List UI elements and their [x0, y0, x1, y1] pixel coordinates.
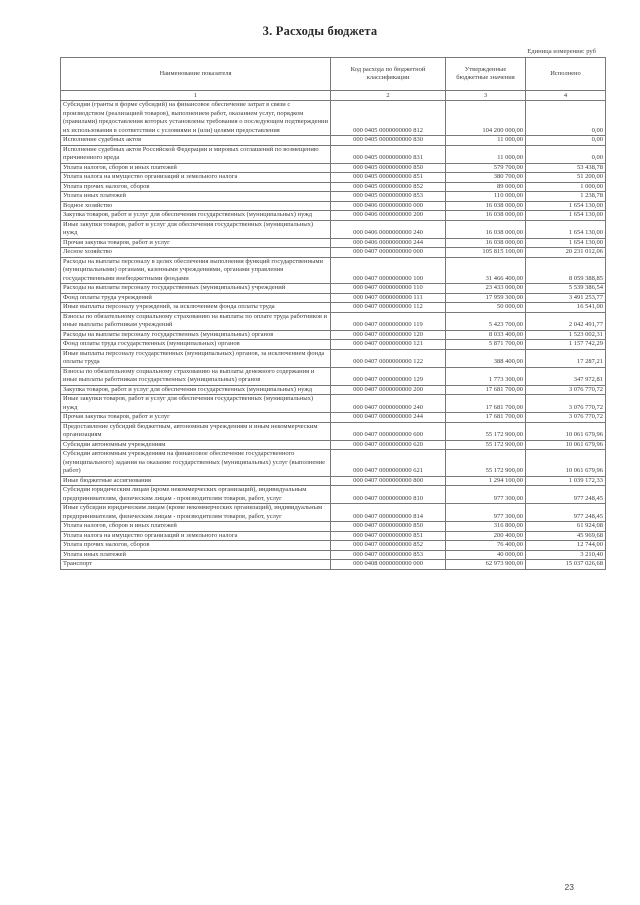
row-approved: 55 172 900,00 — [446, 422, 526, 440]
row-name: Фонд оплаты труда учреждений — [61, 293, 331, 303]
row-executed: 1 039 172,33 — [526, 476, 606, 486]
row-name: Уплата иных платежей — [61, 192, 331, 202]
row-code: 000 0407 0000000000 240 — [331, 395, 446, 413]
row-approved: 17 681 700,00 — [446, 385, 526, 395]
row-name: Уплата налога на имущество организаций и земельного налога — [61, 173, 331, 183]
row-executed: 3 076 770,72 — [526, 385, 606, 395]
table-row — [61, 531, 606, 541]
row-name: Расходы на выплаты персоналу в целях обеспечения выполнения функций государственными (муниципальными) органами, казенными учреждениями, органами управления государственными внебюджетными фондами — [61, 257, 331, 284]
row-executed: 61 924,08 — [526, 522, 606, 532]
row-code: 000 0407 0000000000 800 — [331, 476, 446, 486]
row-code: 000 0405 0000000000 830 — [331, 136, 446, 146]
row-code: 000 0406 0000000000 244 — [331, 238, 446, 248]
row-approved: 388 400,00 — [446, 349, 526, 367]
row-executed: 2 042 491,77 — [526, 312, 606, 330]
row-executed: 1 654 130,00 — [526, 220, 606, 238]
row-code: 000 0407 0000000000 111 — [331, 293, 446, 303]
expenditure-table — [60, 57, 606, 570]
row-code: 000 0407 0000000000 244 — [331, 413, 446, 423]
row-code: 000 0407 0000000000 851 — [331, 531, 446, 541]
table-row — [61, 560, 606, 570]
row-executed: 53 438,78 — [526, 163, 606, 173]
row-code: 000 0406 0000000000 200 — [331, 211, 446, 221]
row-approved: 977 300,00 — [446, 504, 526, 522]
row-code: 000 0406 0000000000 240 — [331, 220, 446, 238]
table-header-row — [61, 58, 606, 91]
row-executed: 977 248,45 — [526, 504, 606, 522]
row-name: Расходы на выплаты персоналу государственных (муниципальных) органов — [61, 330, 331, 340]
row-code: 000 0407 0000000000 121 — [331, 340, 446, 350]
row-executed: 15 037 026,68 — [526, 560, 606, 570]
row-executed: 3 076 770,72 — [526, 395, 606, 413]
row-approved: 16 038 000,00 — [446, 211, 526, 221]
row-name: Уплата иных платежей — [61, 550, 331, 560]
row-approved: 11 000,00 — [446, 145, 526, 163]
row-code: 000 0407 0000000000 000 — [331, 248, 446, 258]
table-row — [61, 192, 606, 202]
row-code: 000 0407 0000000000 621 — [331, 450, 446, 477]
row-executed: 20 231 012,06 — [526, 248, 606, 258]
row-name: Субсидии (гранты в форме субсидий) на финансовое обеспечение затрат в связи с производством (реализацией товаров), выполнением работ, оказанием услуг, порядком (правилами) предоставления которых установлены требования о последующем подтверждении их использования в соответствии с условиями и (или) целями предоставления — [61, 101, 331, 136]
row-approved: 16 038 000,00 — [446, 201, 526, 211]
table-row — [61, 201, 606, 211]
table-row — [61, 413, 606, 423]
column-number: 4 — [526, 91, 606, 101]
row-approved: 200 400,00 — [446, 531, 526, 541]
row-name: Субсидии юридическим лицам (кроме некоммерческих организаций), индивидуальным предпринимателям, физическим лицам - производителям товаров, работ, услуг — [61, 486, 331, 504]
row-approved: 579 700,00 — [446, 163, 526, 173]
row-name: Уплата прочих налогов, сборов — [61, 541, 331, 551]
table-row — [61, 385, 606, 395]
table-row — [61, 238, 606, 248]
row-name: Закупка товаров, работ и услуг для обеспечения государственных (муниципальных) нужд — [61, 211, 331, 221]
page-title: 3. Расходы бюджета — [262, 24, 378, 38]
row-executed: 1 157 742,29 — [526, 340, 606, 350]
table-row — [61, 182, 606, 192]
row-approved: 17 681 700,00 — [446, 395, 526, 413]
row-executed: 3 076 770,72 — [526, 413, 606, 423]
row-executed: 51 200,00 — [526, 173, 606, 183]
row-approved: 1 294 100,00 — [446, 476, 526, 486]
row-executed: 5 539 386,54 — [526, 284, 606, 294]
row-approved: 17 681 700,00 — [446, 413, 526, 423]
table-row — [61, 284, 606, 294]
row-name: Закупка товаров, работ и услуг для обеспечения государственных (муниципальных) нужд — [61, 385, 331, 395]
row-executed: 1 000,00 — [526, 182, 606, 192]
row-executed: 16 541,00 — [526, 303, 606, 313]
row-approved: 31 466 400,00 — [446, 257, 526, 284]
row-code: 000 0405 0000000000 850 — [331, 163, 446, 173]
row-executed: 10 061 679,96 — [526, 440, 606, 450]
row-executed: 1 654 130,00 — [526, 201, 606, 211]
table-row — [61, 136, 606, 146]
row-approved: 55 172 900,00 — [446, 450, 526, 477]
table-row — [61, 395, 606, 413]
row-approved: 17 959 300,00 — [446, 293, 526, 303]
row-approved: 105 815 100,00 — [446, 248, 526, 258]
row-name: Иные выплаты персоналу государственных (муниципальных) органов, за исключением фонда оплаты труда — [61, 349, 331, 367]
row-name: Уплата налогов, сборов и иных платежей — [61, 522, 331, 532]
table-row — [61, 476, 606, 486]
header-executed: Исполнено — [526, 58, 606, 91]
row-code: 000 0405 0000000000 831 — [331, 145, 446, 163]
row-executed: 10 061 679,96 — [526, 422, 606, 440]
row-code: 000 0407 0000000000 810 — [331, 486, 446, 504]
row-code: 000 0407 0000000000 620 — [331, 440, 446, 450]
table-row — [61, 349, 606, 367]
row-name: Субсидии автономным учреждениям — [61, 440, 331, 450]
row-code: 000 0407 0000000000 110 — [331, 284, 446, 294]
row-executed: 977 248,45 — [526, 486, 606, 504]
table-row — [61, 367, 606, 385]
row-approved: 316 800,00 — [446, 522, 526, 532]
row-name: Транспорт — [61, 560, 331, 570]
row-name: Прочая закупка товаров, работ и услуг — [61, 413, 331, 423]
row-executed: 12 744,00 — [526, 541, 606, 551]
row-code: 000 0405 0000000000 812 — [331, 101, 446, 136]
row-code: 000 0405 0000000000 851 — [331, 173, 446, 183]
column-number: 3 — [446, 91, 526, 101]
row-name: Расходы на выплаты персоналу государственных (муниципальных) учреждений — [61, 284, 331, 294]
row-name: Исполнение судебных актов Российской Федерации и мировых соглашений по возмещению причиненного вреда — [61, 145, 331, 163]
row-approved: 16 038 000,00 — [446, 220, 526, 238]
row-name: Прочая закупка товаров, работ и услуг — [61, 238, 331, 248]
row-approved: 76 400,00 — [446, 541, 526, 551]
row-code: 000 0407 0000000000 852 — [331, 541, 446, 551]
unit-label: Единица измерения: руб — [527, 48, 596, 55]
row-name: Иные бюджетные ассигнования — [61, 476, 331, 486]
row-code: 000 0405 0000000000 852 — [331, 182, 446, 192]
table-row — [61, 101, 606, 136]
row-name: Водное хозяйство — [61, 201, 331, 211]
row-code: 000 0406 0000000000 000 — [331, 201, 446, 211]
table-row — [61, 422, 606, 440]
row-name: Взносы по обязательному социальному страхованию на выплаты денежного содержания и иные выплаты работникам государственных (муниципальных) органов — [61, 367, 331, 385]
row-code: 000 0407 0000000000 119 — [331, 312, 446, 330]
row-executed: 8 059 388,85 — [526, 257, 606, 284]
row-name: Лесное хозяйство — [61, 248, 331, 258]
table-row — [61, 173, 606, 183]
row-approved: 55 172 900,00 — [446, 440, 526, 450]
row-approved: 110 000,00 — [446, 192, 526, 202]
row-executed: 3 491 253,77 — [526, 293, 606, 303]
table-row — [61, 257, 606, 284]
row-name: Уплата прочих налогов, сборов — [61, 182, 331, 192]
header-code: Код расхода по бюджетной классификации — [331, 58, 446, 91]
page-number: 23 — [564, 882, 574, 892]
row-approved: 11 000,00 — [446, 136, 526, 146]
row-approved: 5 423 700,00 — [446, 312, 526, 330]
row-code: 000 0407 0000000000 853 — [331, 550, 446, 560]
row-approved: 89 000,00 — [446, 182, 526, 192]
row-approved: 977 300,00 — [446, 486, 526, 504]
table-row — [61, 330, 606, 340]
table-row — [61, 145, 606, 163]
row-name: Взносы по обязательному социальному страхованию на выплаты по оплате труда работников и иные выплаты работникам учреждений — [61, 312, 331, 330]
table-body — [61, 101, 606, 570]
row-name: Фонд оплаты труда государственных (муниципальных) органов — [61, 340, 331, 350]
row-name: Предоставление субсидий бюджетным, автономным учреждениям и иным некоммерческим организациям — [61, 422, 331, 440]
row-approved: 104 200 000,00 — [446, 101, 526, 136]
table-row — [61, 248, 606, 258]
table-row — [61, 211, 606, 221]
table-row — [61, 504, 606, 522]
row-executed: 1 654 130,00 — [526, 211, 606, 221]
table-row — [61, 541, 606, 551]
table-row — [61, 440, 606, 450]
column-number: 2 — [331, 91, 446, 101]
row-name: Иные закупки товаров, работ и услуг для обеспечения государственных (муниципальных) нужд — [61, 395, 331, 413]
row-approved: 62 973 900,00 — [446, 560, 526, 570]
row-executed: 45 969,68 — [526, 531, 606, 541]
row-executed: 3 210,40 — [526, 550, 606, 560]
table-row — [61, 486, 606, 504]
row-name: Уплата налогов, сборов и иных платежей — [61, 163, 331, 173]
table-row — [61, 163, 606, 173]
header-name: Наименование показателя — [61, 58, 331, 91]
row-approved: 23 433 000,00 — [446, 284, 526, 294]
row-executed: 1 238,78 — [526, 192, 606, 202]
row-code: 000 0407 0000000000 122 — [331, 349, 446, 367]
row-name: Иные закупки товаров, работ и услуг для обеспечения государственных (муниципальных) нужд — [61, 220, 331, 238]
row-name: Уплата налога на имущество организаций и земельного налога — [61, 531, 331, 541]
table-row — [61, 293, 606, 303]
table-row — [61, 450, 606, 477]
table-row — [61, 303, 606, 313]
header-approved: Утвержденные бюджетные значения — [446, 58, 526, 91]
row-code: 000 0407 0000000000 100 — [331, 257, 446, 284]
row-approved: 5 871 700,00 — [446, 340, 526, 350]
table-row — [61, 550, 606, 560]
row-approved: 40 000,00 — [446, 550, 526, 560]
row-code: 000 0407 0000000000 600 — [331, 422, 446, 440]
row-executed: 1 654 130,00 — [526, 238, 606, 248]
column-number: 1 — [61, 91, 331, 101]
row-executed: 0,00 — [526, 136, 606, 146]
row-name: Иные выплаты персоналу учреждений, за исключением фонда оплаты труда — [61, 303, 331, 313]
row-executed: 10 061 679,96 — [526, 450, 606, 477]
row-code: 000 0407 0000000000 129 — [331, 367, 446, 385]
row-executed: 0,00 — [526, 145, 606, 163]
table-row — [61, 522, 606, 532]
row-code: 000 0407 0000000000 850 — [331, 522, 446, 532]
column-number-row — [61, 91, 606, 101]
row-code: 000 0405 0000000000 853 — [331, 192, 446, 202]
table-row — [61, 340, 606, 350]
row-code: 000 0407 0000000000 200 — [331, 385, 446, 395]
row-code: 000 0408 0000000000 000 — [331, 560, 446, 570]
row-name: Субсидии автономным учреждениям на финансовое обеспечение государственного (муниципального) задания на оказание государственных (муниципальных) услуг (выполнение работ) — [61, 450, 331, 477]
row-name: Иные субсидии юридическим лицам (кроме некоммерческих организаций), индивидуальным предпринимателям, физическим лицам - производителям товаров, работ, услуг — [61, 504, 331, 522]
row-code: 000 0407 0000000000 120 — [331, 330, 446, 340]
row-executed: 17 287,21 — [526, 349, 606, 367]
row-code: 000 0407 0000000000 112 — [331, 303, 446, 313]
table-row — [61, 220, 606, 238]
row-approved: 1 773 300,00 — [446, 367, 526, 385]
row-executed: 0,00 — [526, 101, 606, 136]
row-code: 000 0407 0000000000 814 — [331, 504, 446, 522]
row-executed: 1 523 002,31 — [526, 330, 606, 340]
row-name: Исполнение судебных актов — [61, 136, 331, 146]
row-approved: 16 038 000,00 — [446, 238, 526, 248]
row-executed: 347 972,81 — [526, 367, 606, 385]
row-approved: 8 033 400,00 — [446, 330, 526, 340]
row-approved: 50 000,00 — [446, 303, 526, 313]
row-approved: 380 700,00 — [446, 173, 526, 183]
table-row — [61, 312, 606, 330]
